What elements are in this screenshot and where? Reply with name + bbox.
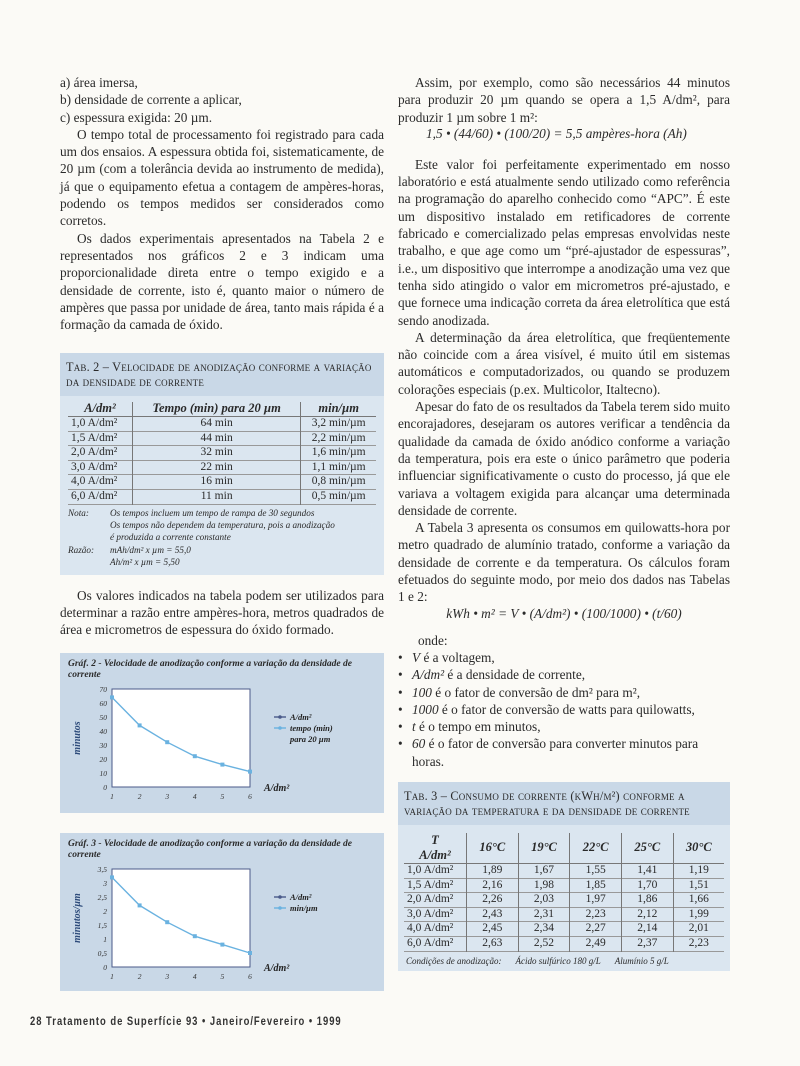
bullet-icon: •	[398, 667, 403, 683]
bullet-item	[398, 666, 730, 683]
table-row	[404, 893, 724, 908]
y-tick-label: 0	[103, 962, 107, 972]
bullet-term: t	[412, 719, 416, 735]
corner-bottom: A/dm²	[419, 847, 451, 862]
y-tick-label: 70	[99, 684, 107, 694]
table-cell: 3,0 A/dm²	[404, 907, 467, 922]
table-cell: 2,34	[518, 922, 570, 937]
bullet-term: A/dm²	[412, 667, 445, 683]
bullet-icon: •	[398, 719, 403, 735]
bullet-item	[398, 735, 730, 770]
y-tick-label: 30	[99, 740, 107, 750]
list-item: c) espessura exigida: 20 µm.	[60, 109, 213, 125]
x-tick-label: 1	[110, 971, 114, 981]
y-axis-label: minutos/µm	[72, 892, 83, 943]
chart-2-title: Gráf. 2 - Velocidade de anodização conforme a variação da densidade de corrente	[68, 658, 352, 680]
data-point	[248, 951, 252, 955]
list-item: a) área imersa,	[60, 75, 138, 90]
y-tick-label: 10	[99, 768, 107, 778]
x-tick-label: 6	[248, 971, 252, 981]
chart-2-panel	[60, 653, 384, 813]
data-point	[165, 740, 169, 744]
bullet-body	[412, 735, 730, 770]
bullet-term: 100	[412, 684, 432, 700]
nota-label: Nota:	[68, 507, 89, 518]
bullet-text: é o fator de conversão de watts para quilowatts,	[438, 701, 695, 717]
paragraph: Os valores indicados na tabela podem ser utilizados para determinar a razão entre ampères-hora, metros quadrados de área e micrometros de espessura do óxido formado.	[60, 587, 384, 638]
table-2-notes	[68, 505, 376, 573]
table-cell: 2,01	[688, 922, 709, 935]
data-point	[138, 903, 142, 907]
table-cell: 3,0 A/dm²	[68, 460, 133, 475]
paragraph: Apesar do fato de os resultados da Tabela terem sido muito encorajadores, desejaram os autores verificar a tendência da qualidade da camada de óxido anódico conforme a variação da temperatura, pois era este o único parâmetro que poderia influenciar significativamente o custo do processo, já que ele variava a voltagem exigida para alcançar uma determinada densidade de corrente.	[398, 399, 730, 518]
x-axis-label: A/dm²	[264, 782, 290, 794]
table-3-conditions	[404, 952, 724, 968]
table-cell: 4,0 A/dm²	[404, 922, 467, 937]
x-tick-label: 4	[192, 791, 197, 801]
paragraph: Os dados experimentais apresentados na Tabela 2 e representados nos gráficos 2 e 3 indicam uma proporcionalidade direta entre o tempo exigido e a densidade de corrente, isto é, quanto maior o número de ampères que passa por unidade de área, tanto mais rápida é a formação da camada de óxido.	[60, 230, 384, 333]
table-cell: 2,27	[570, 922, 622, 937]
data-point	[138, 723, 142, 727]
table-cell: 2,23	[570, 907, 622, 922]
table-row	[68, 446, 376, 461]
table-cell: 2,26	[467, 893, 519, 908]
table-cell: 3,2 min/µm	[311, 417, 366, 430]
data-point	[110, 695, 114, 699]
bullet-icon: •	[398, 649, 403, 665]
table-cell: 64 min	[133, 417, 301, 432]
table-row	[404, 922, 724, 937]
table-2-box	[60, 353, 384, 574]
formula: kWh • m² = V • (A/dm²) • (100/1000) • (t/60)	[446, 605, 682, 621]
table-cell: 2,37	[621, 936, 673, 951]
bullet-text: é o fator de conversão de dm² para m²,	[431, 684, 641, 700]
data-point	[193, 754, 197, 758]
table-cell: 1,89	[467, 863, 519, 878]
table-cell: 1,51	[688, 878, 709, 891]
table-cell: 44 min	[133, 431, 301, 446]
table-header: 22°C	[570, 833, 622, 864]
table-cell: 2,2 min/µm	[311, 431, 366, 444]
y-tick-label: 40	[99, 726, 107, 736]
table-cell: 1,67	[518, 863, 570, 878]
list-item: b) densidade de corrente a aplicar,	[60, 92, 242, 108]
legend-label: A/dm²	[290, 711, 312, 722]
table-3	[404, 833, 724, 952]
table-cell: 1,98	[518, 878, 570, 893]
razao-label: Razão:	[68, 544, 95, 555]
legend-label: para 20 µm	[290, 733, 331, 744]
chart-3-title: Gráf. 3 - Velocidade de anodização conforme a variação da densidade de corrente	[68, 838, 352, 860]
table-row	[68, 417, 376, 432]
table-cell: 2,23	[688, 936, 709, 949]
data-point	[220, 762, 224, 766]
x-axis-label: A/dm²	[264, 962, 290, 974]
table-cell: 0,8 min/µm	[311, 475, 366, 488]
bullet-body	[412, 649, 495, 666]
table-row	[68, 460, 376, 475]
y-tick-label: 20	[99, 754, 107, 764]
table-cell: 1,85	[570, 878, 622, 893]
table-cell: 1,5 A/dm²	[68, 431, 133, 446]
x-tick-label: 3	[165, 791, 170, 801]
table-cell: 32 min	[133, 446, 301, 461]
y-tick-label: 3	[103, 878, 107, 888]
bullet-body	[412, 666, 585, 683]
y-tick-label: 0	[103, 782, 107, 792]
table-cell: 1,86	[621, 893, 673, 908]
legend-marker	[278, 715, 282, 719]
table-2	[68, 402, 376, 504]
table-cell: 1,6 min/µm	[311, 446, 366, 459]
conditions-label: Condições de anodização:	[406, 955, 502, 966]
bullet-term: V	[412, 649, 421, 665]
nota-line: Os tempos incluem um tempo de rampa de 30 segundos	[110, 507, 315, 518]
plot-area	[112, 869, 250, 967]
table-cell: 1,97	[570, 893, 622, 908]
nota-line: Os tempos não dependem da temperatura, pois a anodização	[110, 520, 335, 531]
bullet-body	[412, 684, 640, 701]
table-cell: 2,16	[467, 878, 519, 893]
bullet-icon: •	[398, 684, 403, 700]
nota-line: é produzida a corrente constante	[110, 532, 231, 543]
data-point	[110, 875, 114, 879]
bullet-text: é a voltagem,	[420, 649, 495, 665]
paragraph: O tempo total de processamento foi registrado para cada um dos ensaios. A espessura obtida foi, sistematicamente, de 20 µm (com a tolerância devida ao instrumento de medida), já que o equipamento efetua a contagem de ampères-horas, podendo os tempos medidos ser considerados como corretos.	[60, 126, 384, 229]
chart-3-panel	[60, 833, 384, 991]
chart-2	[60, 681, 384, 811]
table-cell: 1,0 A/dm²	[68, 417, 133, 432]
table-cell: 2,12	[621, 907, 673, 922]
table-header: 16°C	[467, 833, 519, 864]
bullet-item	[398, 718, 730, 735]
data-point	[165, 920, 169, 924]
y-axis-label: minutos	[72, 720, 83, 755]
bullet-icon: •	[398, 736, 403, 752]
y-tick-label: 1,5	[97, 920, 107, 930]
table-cell: 1,19	[688, 863, 709, 876]
table-cell: 2,52	[518, 936, 570, 951]
table-header: 25°C	[621, 833, 673, 864]
conditions-acid: Ácido sulfúrico 180 g/L	[515, 955, 601, 966]
bullet-text: é o tempo em minutos,	[415, 719, 541, 735]
paragraph: A Tabela 3 apresenta os consumos em quilowatts-hora por metro quadrado de alumínio tratado, conforme a variação da densidade de corrente e da temperatura. Os cálculos foram efetuados do seguinte modo, por meio dos dados nas Tabelas 1 e 2:	[398, 520, 730, 605]
table-cell: 6,0 A/dm²	[404, 936, 467, 951]
table-cell: 11 min	[133, 490, 301, 505]
bullet-body	[412, 718, 541, 735]
table-row	[68, 431, 376, 446]
bullet-text: é a densidade de corrente,	[444, 667, 586, 683]
table-cell: 16 min	[133, 475, 301, 490]
corner-top: T	[431, 832, 439, 847]
y-tick-label: 2	[103, 906, 107, 916]
definition-list	[398, 649, 730, 770]
table-row	[404, 863, 724, 878]
bullet-icon: •	[398, 701, 403, 717]
table-row	[404, 936, 724, 951]
bullet-term: 60	[412, 736, 426, 752]
legend-label: tempo (min)	[290, 722, 333, 733]
table-cell: 2,63	[467, 936, 519, 951]
table-row	[404, 907, 724, 922]
table-corner	[404, 833, 467, 864]
table-header: 19°C	[518, 833, 570, 864]
table-cell: 2,03	[518, 893, 570, 908]
table-cell: 1,1 min/µm	[311, 460, 366, 473]
table-2-title: Tab. 2 – Velocidade de anodização conforme a variação da densidade de corrente	[66, 360, 372, 390]
table-header: A/dm²	[68, 402, 133, 416]
data-point	[248, 769, 252, 773]
onde-label: onde:	[418, 632, 448, 648]
table-cell: 1,66	[688, 893, 709, 906]
table-cell: 1,5 A/dm²	[404, 878, 467, 893]
razao-line: Ah/m² x µm = 5,50	[110, 557, 180, 568]
y-tick-label: 0,5	[97, 948, 107, 958]
table-cell: 1,55	[570, 863, 622, 878]
paragraph: Este valor foi perfeitamente experimentado em nosso laboratório e está atualmente sendo utilizado como referência na programação do aparelho conhecido como “APC”. É este um dispositivo instalado em retificadores de corrente fabricado e comercializado pelas empresas envolvidas neste trabalho, e que age como um “pré-ajustador de espessuras”, i.e., um dispositivo que interrompe a anodização uma vez que tenha sido atingido o valor em micrometros pré-ajustado, e que fornece uma indicação correta da área eletrolítica que está sendo anodizada.	[398, 156, 730, 328]
x-tick-label: 3	[165, 971, 170, 981]
formula: 1,5 • (44/60) • (100/20) = 5,5 ampères-hora (Ah)	[426, 125, 687, 141]
legend-marker	[278, 726, 282, 730]
bullet-text: é o fator de conversão para converter minutos para horas.	[412, 736, 699, 769]
legend-label: A/dm²	[290, 891, 312, 902]
table-cell: 2,43	[467, 907, 519, 922]
table-3-box	[398, 782, 730, 971]
y-tick-label: 1	[103, 934, 107, 944]
page-footer: 28 Tratamento de Superfície 93 • Janeiro/Fevereiro • 1999	[30, 1016, 342, 1028]
table-cell: 1,41	[621, 863, 673, 878]
table-cell: 2,0 A/dm²	[68, 446, 133, 461]
table-cell: 2,45	[467, 922, 519, 937]
bullet-item	[398, 649, 730, 666]
razao-line: mAh/dm² x µm = 55,0	[110, 544, 191, 555]
paragraph: A determinação da área eletrolítica, que freqüentemente não coincide com a área visível, é muito útil em sistemas automáticos e computadorizados, ou quando se produzem colorações especiais (p.ex. Multicolor, Italtecno).	[398, 329, 730, 397]
x-tick-label: 4	[192, 971, 197, 981]
x-tick-label: 1	[110, 791, 114, 801]
paragraph: Assim, por exemplo, como são necessários 44 minutos para produzir 20 µm quando se opera a 1,5 A/dm², para produzir 1 µm sobre 1 m²:	[398, 75, 730, 125]
table-header: min/µm	[318, 401, 359, 416]
table-row	[404, 878, 724, 893]
table-cell: 2,0 A/dm²	[404, 893, 467, 908]
x-tick-label: 2	[137, 791, 142, 801]
table-cell: 22 min	[133, 460, 301, 475]
y-tick-label: 50	[99, 712, 107, 722]
x-tick-label: 2	[137, 971, 142, 981]
right-column	[398, 74, 730, 971]
table-cell: 2,49	[570, 936, 622, 951]
legend-marker	[278, 906, 282, 910]
table-cell: 1,0 A/dm²	[404, 863, 467, 878]
bullet-body	[412, 701, 695, 718]
table-cell: 2,31	[518, 907, 570, 922]
table-header: 30°C	[685, 840, 712, 855]
y-tick-label: 3,5	[97, 864, 107, 874]
x-tick-label: 5	[220, 791, 225, 801]
table-cell: 1,99	[688, 907, 709, 920]
table-cell: 4,0 A/dm²	[68, 475, 133, 490]
data-point	[220, 942, 224, 946]
bullet-item	[398, 701, 730, 718]
conditions-aluminium: Alumínio 5 g/L	[614, 955, 669, 966]
table-row	[68, 475, 376, 490]
table-cell: 0,5 min/µm	[311, 490, 366, 503]
x-tick-label: 5	[220, 971, 225, 981]
table-cell: 6,0 A/dm²	[68, 490, 133, 505]
table-cell: 2,14	[621, 922, 673, 937]
left-column	[60, 74, 384, 991]
chart-3	[60, 861, 384, 991]
y-tick-label: 2,5	[97, 892, 107, 902]
bullet-item	[398, 684, 730, 701]
table-3-title: Tab. 3 – Consumo de corrente (kWh/m²) conforme a variação da temperatura e da densidade de corrente	[404, 788, 690, 818]
bullet-term: 1000	[412, 701, 439, 717]
plot-area	[112, 689, 250, 787]
table-header: Tempo (min) para 20 µm	[133, 402, 301, 416]
legend-label: min/µm	[290, 902, 318, 913]
data-point	[193, 934, 197, 938]
y-tick-label: 60	[99, 698, 107, 708]
parameter-list	[60, 74, 384, 126]
table-row	[68, 490, 376, 505]
legend-marker	[278, 895, 282, 899]
x-tick-label: 6	[248, 791, 252, 801]
table-cell: 1,70	[621, 878, 673, 893]
